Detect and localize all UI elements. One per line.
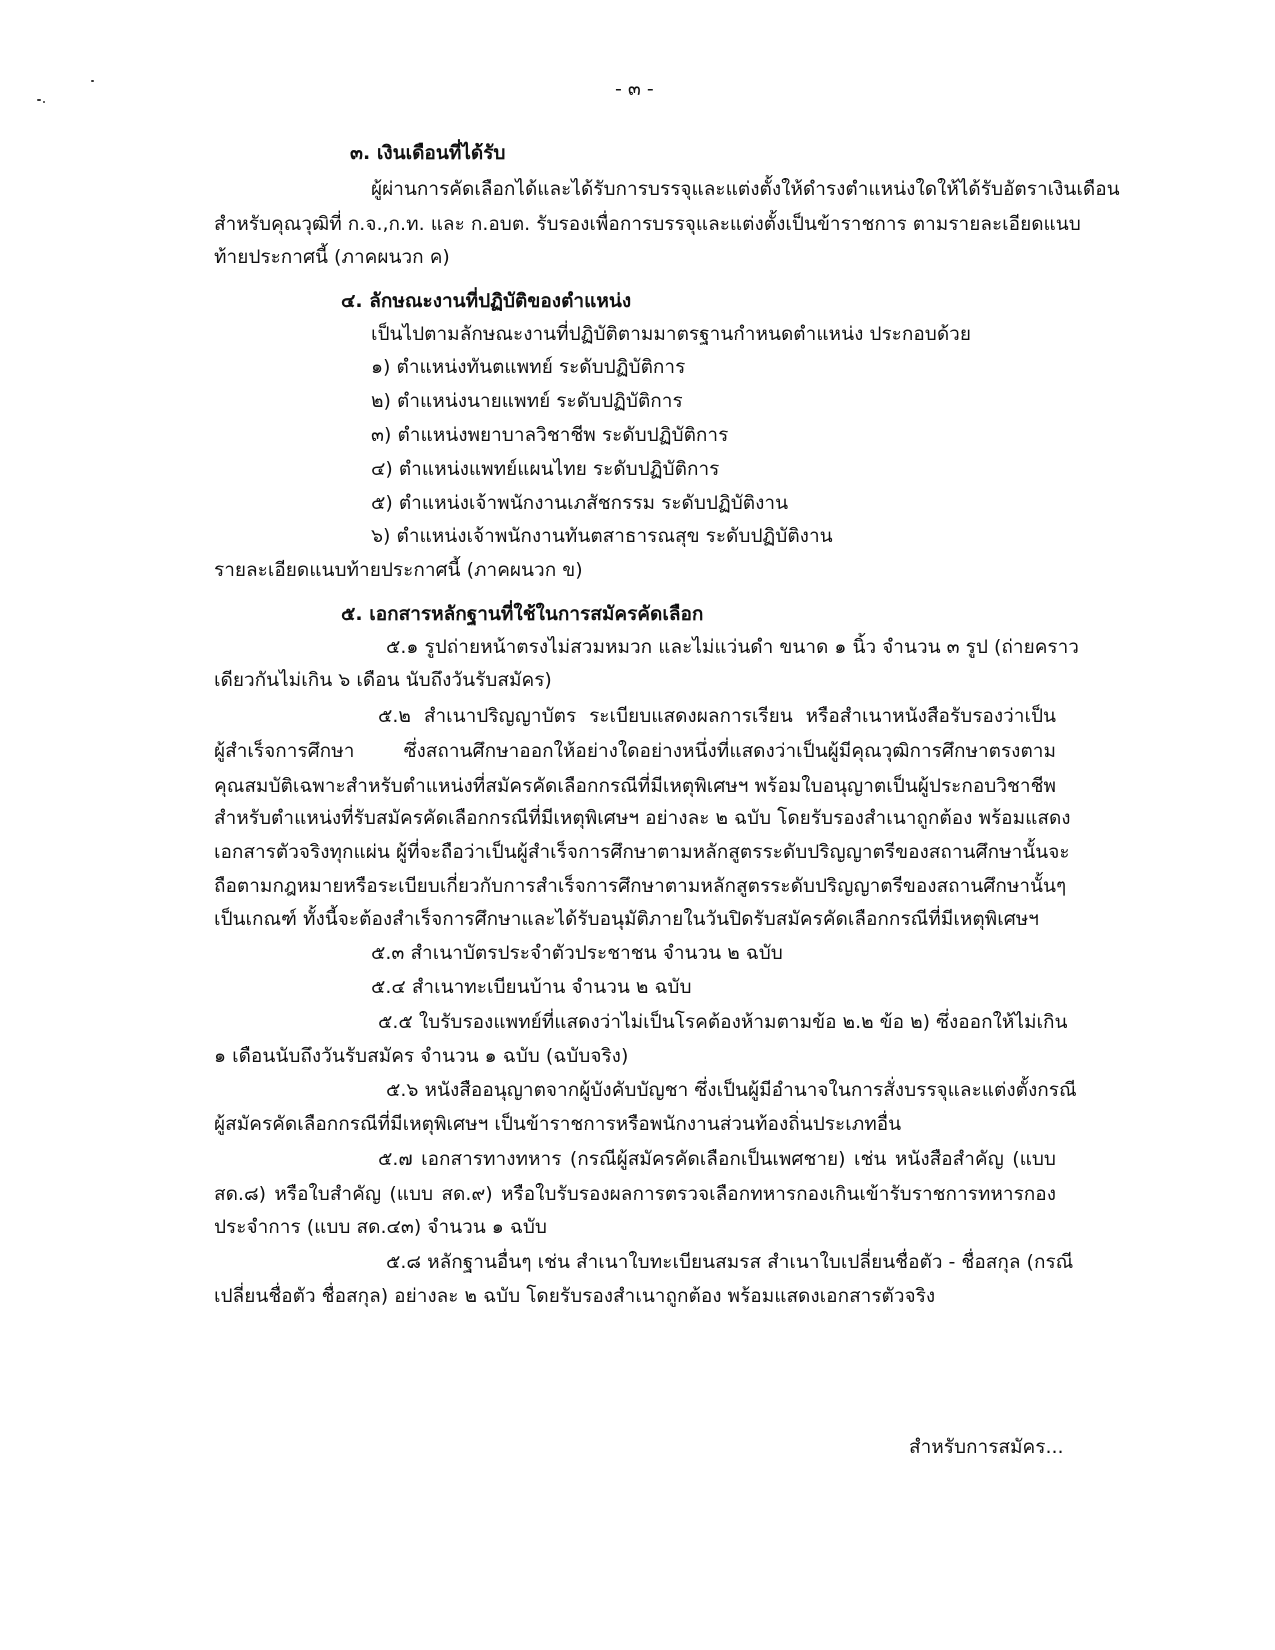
section-5-heading: ๕. เอกสารหลักฐานที่ใช้ในการสมัครคัดเลือก (341, 603, 704, 625)
section-3-line-2: สำหรับคุณวุฒิที่ ก.จ.,ก.ท. และ ก.อบต. รับรองเพื่อการบรรจุและแต่งตั้งเป็นข้าราชการ ตามรายละเอียดแนบ (214, 213, 1081, 235)
item-5-7-line-2: สด.๘) หรือใบสำคัญ (แบบ สด.๙) หรือใบรับรองผลการตรวจเลือกทหารกองเกินเข้ารับราชการทหารกอง (214, 1183, 1056, 1205)
position-item-2: ๒) ตำแหน่งนายแพทย์ ระดับปฏิบัติการ (371, 390, 683, 412)
item-5-4: ๕.๔ สำเนาทะเบียนบ้าน จำนวน ๒ ฉบับ (371, 976, 692, 998)
item-5-1-line-2: เดียวกันไม่เกิน ๖ เดือน นับถึงวันรับสมัคร) (214, 669, 552, 691)
item-5-5-line-2: ๑ เดือนนับถึงวันรับสมัคร จำนวน ๑ ฉบับ (ฉบับจริง) (214, 1045, 629, 1067)
position-item-5: ๕) ตำแหน่งเจ้าพนักงานเภสัชกรรม ระดับปฏิบัติงาน (371, 492, 789, 514)
item-5-2-line-2: ผู้สำเร็จการศึกษา ซึ่งสถานศึกษาออกให้อย่างใดอย่างหนึ่งที่แสดงว่าเป็นผู้มีคุณวุฒิการศึกษาตรงตาม (214, 740, 1056, 762)
item-5-8-line-1: ๕.๘ หลักฐานอื่นๆ เช่น สำเนาใบทะเบียนสมรส สำเนาใบเปลี่ยนชื่อตัว - ชื่อสกุล (กรณี (386, 1251, 1074, 1273)
position-item-1: ๑) ตำแหน่งทันตแพทย์ ระดับปฏิบัติการ (371, 356, 686, 378)
item-5-8-line-2: เปลี่ยนชื่อตัว ชื่อสกุล) อย่างละ ๒ ฉบับ โดยรับรองสำเนาถูกต้อง พร้อมแสดงเอกสารตัวจริง (214, 1285, 936, 1307)
item-5-1-line-1: ๕.๑ รูปถ่ายหน้าตรงไม่สวมหมวก และไม่แว่นดำ ขนาด ๑ นิ้ว จำนวน ๓ รูป (ถ่ายคราว (386, 636, 1079, 658)
item-5-3: ๕.๓ สำเนาบัตรประจำตัวประชาชน จำนวน ๒ ฉบับ (371, 942, 783, 964)
section-3-heading: ๓. เงินเดือนที่ได้รับ (350, 142, 506, 164)
item-5-2-line-4: สำหรับตำแหน่งที่รับสมัครคัดเลือกกรณีที่มีเหตุพิเศษฯ อย่างละ ๒ ฉบับ โดยรับรองสำเนาถูกต้อง พร้อมแสดง (214, 807, 1071, 829)
scan-speck (91, 80, 94, 82)
item-5-7-line-1: ๕.๗ เอกสารทางทหาร (กรณีผู้สมัครคัดเลือกเป็นเพศชาย) เช่น หนังสือสำคัญ (แบบ (378, 1148, 1056, 1170)
item-5-6-line-2: ผู้สมัครคัดเลือกกรณีที่มีเหตุพิเศษฯ เป็นข้าราชการหรือพนักงานส่วนท้องถิ่นประเภทอื่น (214, 1113, 902, 1135)
section-3-line-1: ผู้ผ่านการคัดเลือกได้และได้รับการบรรจุและแต่งตั้งให้ดำรงตำแหน่งใดให้ได้รับอัตราเงินเดือน (371, 178, 1120, 200)
page-number: - ๓ - (615, 78, 654, 100)
scan-speck (37, 99, 41, 101)
position-item-6: ๖) ตำแหน่งเจ้าพนักงานทันตสาธารณสุข ระดับปฏิบัติงาน (371, 525, 833, 547)
position-item-3: ๓) ตำแหน่งพยาบาลวิชาชีพ ระดับปฏิบัติการ (371, 424, 729, 446)
section-4-heading: ๔. ลักษณะงานที่ปฏิบัติของตำแหน่ง (341, 290, 632, 312)
item-5-2-line-7: เป็นเกณฑ์ ทั้งนี้จะต้องสำเร็จการศึกษาและได้รับอนุมัติภายในวันปิดรับสมัครคัดเลือกกรณีที่มีเหตุพิเศษฯ (214, 908, 1039, 930)
item-5-2-line-5: เอกสารตัวจริงทุกแผ่น ผู้ที่จะถือว่าเป็นผู้สำเร็จการศึกษาตามหลักสูตรระดับปริญญาตรีของสถานศึกษานั้นจะ (214, 841, 1070, 863)
item-5-2-line-1: ๕.๒ สำเนาปริญญาบัตร ระเบียบแสดงผลการเรียน หรือสำเนาหนังสือรับรองว่าเป็น (378, 705, 1056, 727)
section-4-intro: เป็นไปตามลักษณะงานที่ปฏิบัติตามมาตรฐานกำหนดตำแหน่ง ประกอบด้วย (371, 323, 971, 345)
item-5-5-line-1: ๕.๕ ใบรับรองแพทย์ที่แสดงว่าไม่เป็นโรคต้องห้ามตามข้อ ๒.๒ ข้อ ๒) ซึ่งออกให้ไม่เกิน (378, 1011, 1068, 1033)
item-5-2-line-3: คุณสมบัติเฉพาะสำหรับตำแหน่งที่สมัครคัดเลือกกรณีที่มีเหตุพิเศษฯ พร้อมใบอนุญาตเป็นผู้ประกอบวิชาชีพ (214, 775, 1056, 797)
item-5-6-line-1: ๕.๖ หนังสืออนุญาตจากผู้บังคับบัญชา ซึ่งเป็นผู้มีอำนาจในการสั่งบรรจุและแต่งตั้งกรณี (386, 1079, 1077, 1101)
continuation-text: สำหรับการสมัคร... (909, 1436, 1064, 1458)
section-4-outro: รายละเอียดแนบท้ายประกาศนี้ (ภาคผนวก ข) (214, 559, 583, 581)
item-5-2-line-6: ถือตามกฎหมายหรือระเบียบเกี่ยวกับการสำเร็จการศึกษาตามหลักสูตรระดับปริญญาตรีของสถานศึกษานั้นๆ (214, 875, 1067, 897)
position-item-4: ๔) ตำแหน่งแพทย์แผนไทย ระดับปฏิบัติการ (371, 458, 720, 480)
item-5-7-line-3: ประจำการ (แบบ สด.๔๓) จำนวน ๑ ฉบับ (214, 1216, 547, 1238)
section-3-line-3: ท้ายประกาศนี้ (ภาคผนวก ค) (214, 246, 450, 268)
scan-speck (43, 101, 45, 103)
